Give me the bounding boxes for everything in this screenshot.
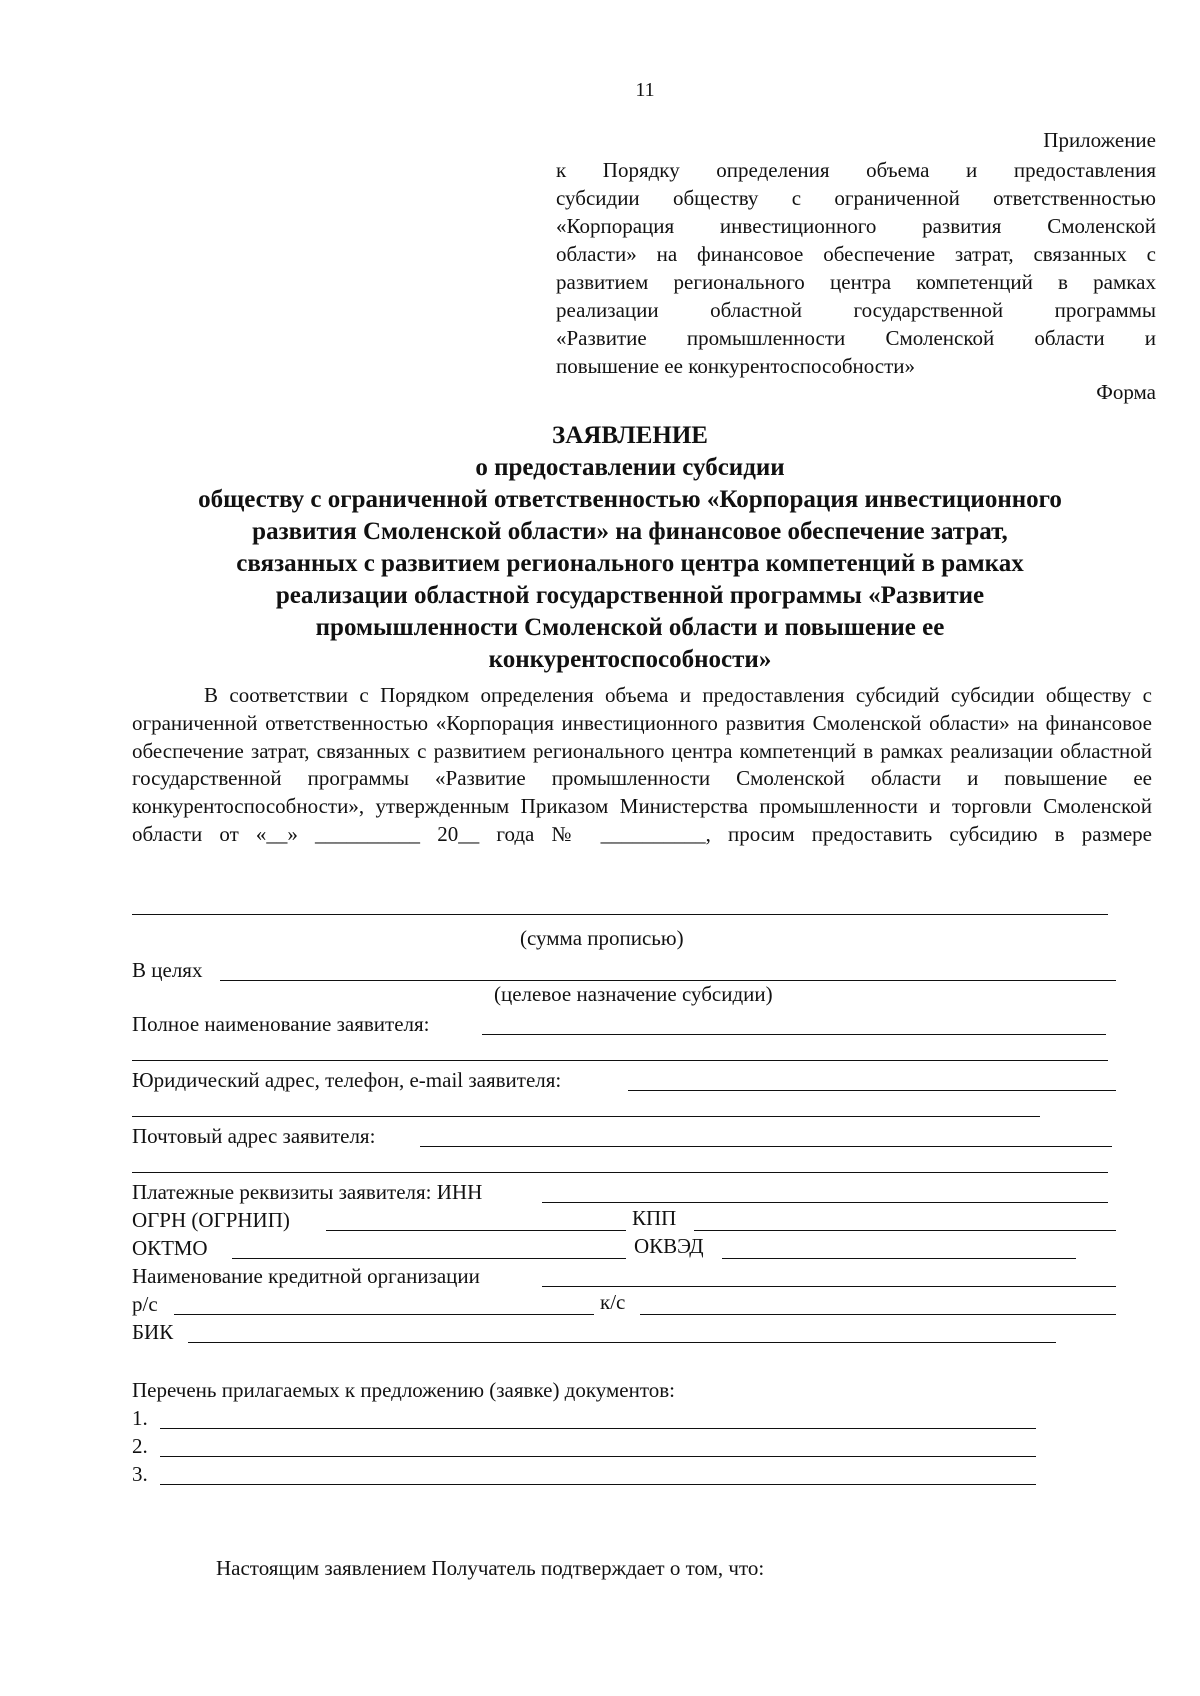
appendix-line: развитием регионального центра компетенций в рамках [556,270,1156,294]
document-item-line[interactable] [160,1428,1036,1429]
postal-address-line-2[interactable] [132,1172,1108,1173]
ogrn-label: ОГРН (ОГРНИП) [132,1208,290,1232]
appendix-line: области» на финансовое обеспечение затрат, связанных с [556,242,1156,266]
document-item-number: 2. [132,1434,148,1458]
intro-paragraph [132,682,1152,849]
oktmo-label: ОКТМО [132,1236,208,1260]
rs-label: р/с [132,1292,158,1316]
appendix-title: Приложение [1043,128,1156,152]
closing-statement: Настоящим заявлением Получатель подтверждает о том, что: [216,1556,765,1580]
appendix-line: субсидии обществу с ограниченной ответственностью [556,186,1156,210]
ks-line[interactable] [640,1314,1116,1315]
appendix-line: повышение ее конкурентоспособности» [556,354,916,378]
okved-label: ОКВЭД [634,1234,704,1258]
postal-address-line[interactable] [420,1146,1112,1147]
purpose-label: В целях [132,958,203,982]
postal-address-label: Почтовый адрес заявителя: [132,1124,376,1148]
form-label: Форма [1096,380,1156,404]
amount-line[interactable] [132,914,1108,915]
ogrn-line[interactable] [326,1230,626,1231]
document-item-number: 1. [132,1406,148,1430]
legal-address-label: Юридический адрес, телефон, e-mail заявителя: [132,1068,562,1092]
legal-address-line[interactable] [628,1090,1116,1091]
purpose-line[interactable] [220,980,1116,981]
bik-label: БИК [132,1320,174,1344]
title-line: реализации областной государственной программы «Развитие [275,582,985,609]
legal-address-line-2[interactable] [132,1116,1040,1117]
full-name-line-2[interactable] [132,1060,1108,1061]
ks-label: к/с [600,1290,626,1314]
document-item-line[interactable] [160,1484,1036,1485]
appendix-line: к Порядку определения объема и предоставления [556,158,1156,182]
title-line: о предоставлении субсидии [475,454,785,481]
bik-line[interactable] [188,1342,1056,1343]
title-line: промышленности Смоленской области и повышение ее [315,614,945,641]
appendix-line: реализации областной государственной программы [556,298,1156,322]
rs-line[interactable] [174,1314,594,1315]
title-line: конкурентоспособности» [488,646,772,673]
document-item-line[interactable] [160,1456,1036,1457]
title-line: связанных с развитием регионального центра компетенций в рамках [236,550,1024,577]
documents-heading: Перечень прилагаемых к предложению (заявке) документов: [132,1378,675,1402]
document-title [120,420,1140,676]
okved-line[interactable] [722,1258,1076,1259]
kpp-line[interactable] [694,1230,1116,1231]
full-name-label: Полное наименование заявителя: [132,1012,430,1036]
kpp-label: КПП [632,1206,677,1230]
amount-hint: (сумма прописью) [520,926,684,950]
title-line: развития Смоленской области» на финансовое обеспечение затрат, [252,518,1008,545]
inn-line[interactable] [542,1202,1108,1203]
bank-label: Наименование кредитной организации [132,1264,480,1288]
document-item-number: 3. [132,1462,148,1486]
oktmo-line[interactable] [232,1258,626,1259]
appendix-body [556,156,1156,380]
title-main: ЗАЯВЛЕНИЕ [552,422,708,449]
purpose-hint: (целевое назначение субсидии) [494,982,773,1006]
appendix-line: «Развитие промышленности Смоленской области и [556,326,1156,350]
appendix-line: «Корпорация инвестиционного развития Смоленской [556,214,1156,238]
title-line: обществу с ограниченной ответственностью «Корпорация инвестиционного [198,486,1062,513]
page-number: 11 [635,79,655,101]
bank-line[interactable] [542,1286,1116,1287]
full-name-line[interactable] [482,1034,1106,1035]
intro-text: В соответствии с Порядком определения объема и предоставления субсидий субсидии обществу с ограниченной ответственностью «Корпорация инвестиционного развития Смоленской области» на финансовое обеспечение затрат, связанных с развитием регионального центра компетенций в рамках реализации областной государственной программы «Развитие промышленности Смоленской области и повышение ее конкурентоспособности», утвержденным Приказом Министерства промышленности и торговли Смоленской области от «__» __________ 20__ года № __________, просим предоставить субсидию в размере [132,683,1152,846]
payment-inn-label: Платежные реквизиты заявителя: ИНН [132,1180,483,1204]
